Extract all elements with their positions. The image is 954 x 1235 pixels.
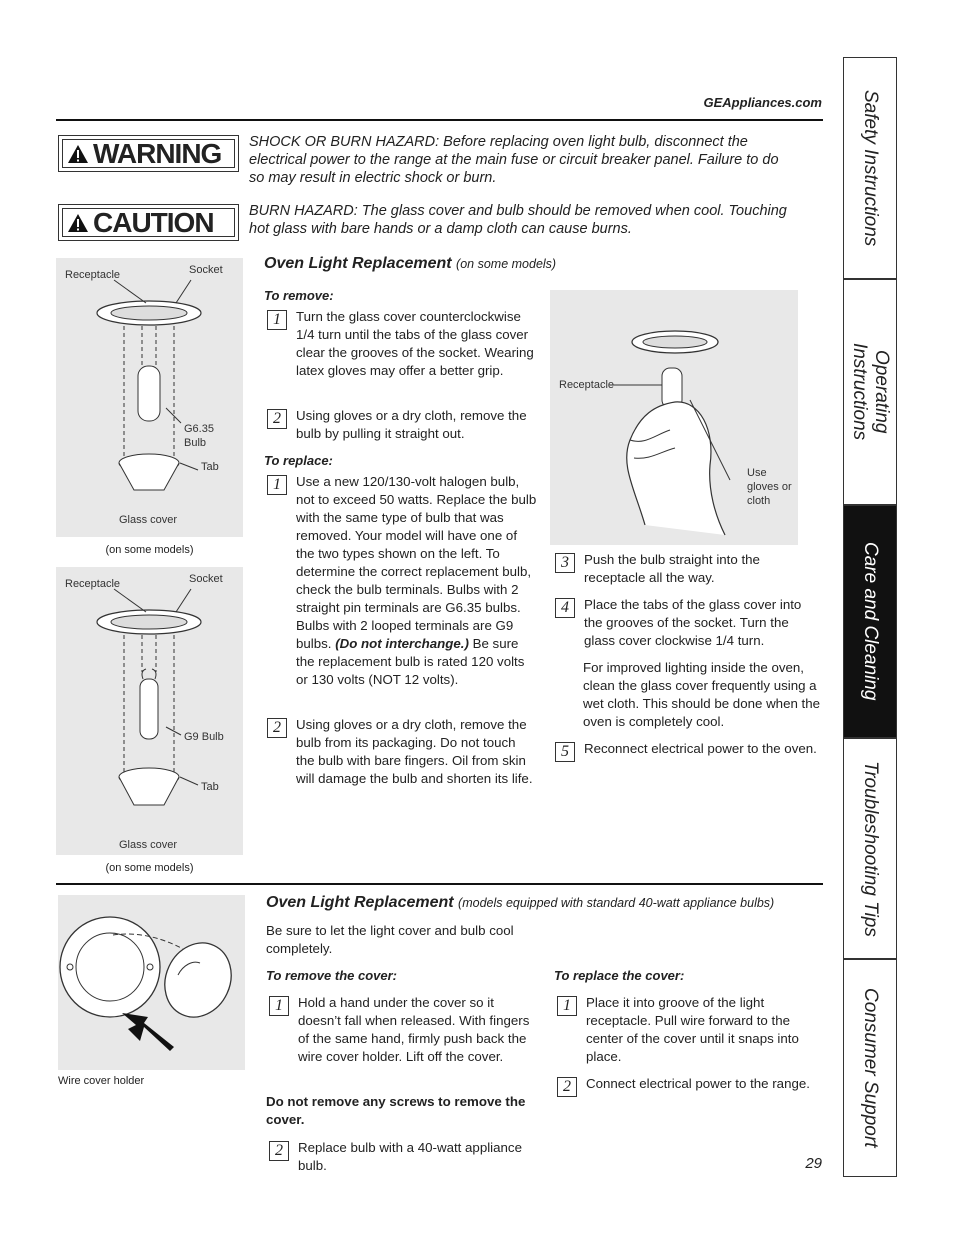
step-number: 2 (267, 718, 287, 738)
step-text: Using gloves or a dry cloth, remove the bulb from its packaging. Do not touch the bulb with bare fingers. Oil from skin will damage the bulb and shorten its life. (296, 717, 533, 786)
warning-box (58, 135, 239, 172)
replace-cover-heading: To replace the cover: (554, 968, 685, 983)
step-number: 1 (269, 996, 289, 1016)
tab-label: Operating Instructions (849, 343, 892, 441)
remove-cover-heading: To remove the cover: (266, 968, 398, 983)
replace-step-3 (555, 551, 820, 587)
caution-text: BURN HAZARD: The glass cover and bulb should be removed when cool. Touching hot glass with bare hands or a damp cloth can cause burns. (249, 203, 787, 237)
step-text: Place it into groove of the light receptacle. Pull wire forward to the center of the cover until it snaps into place. (586, 995, 799, 1064)
wire-cover-diagram (58, 895, 245, 1070)
tab-safety-instructions[interactable] (843, 57, 897, 279)
receptacle-label: Receptacle (65, 269, 121, 281)
replace-step-1 (267, 473, 537, 689)
tab-label: Care and Cleaning (860, 542, 881, 701)
caution-label: CAUTION (93, 206, 214, 238)
bulb-label: G6.35 Bulb (184, 423, 214, 449)
step-number: 5 (555, 742, 575, 762)
page-number: 29 (805, 1155, 822, 1172)
step-text: Replace bulb with a 40-watt appliance bulb. (298, 1140, 522, 1173)
cleaning-tip: For improved lighting inside the oven, clean the glass cover frequently using a wet cloth. This should be done when the oven is completely cool. (583, 660, 821, 729)
warning-text: SHOCK OR BURN HAZARD: Before replacing oven light bulb, disconnect the electrical power to the range at the main fuse or circuit breaker panel. Failure to do so may result in electric shock or burn. (249, 134, 779, 186)
step-text: Push the bulb straight into the receptacle all the way. (584, 552, 760, 585)
step-number: 4 (555, 598, 575, 618)
step-text: Place the tabs of the glass cover into the grooves of the socket. Turn the glass cover clockwise 1/4 turn. (584, 597, 802, 648)
glass-cover-label: Glass cover (119, 514, 178, 526)
tab-troubleshooting-tips[interactable] (843, 738, 897, 959)
screws-warning: Do not remove any screws to remove the cover. (266, 1094, 526, 1127)
fig2-note: (on some models) (105, 862, 194, 874)
socket-label: Socket (189, 573, 223, 585)
replace-cover-step-2 (557, 1075, 825, 1097)
hand-bulb-diagram (550, 290, 798, 545)
remove-cover-step-2 (269, 1139, 539, 1175)
section2-title: Oven Light Replacement (266, 894, 454, 911)
replace-step-4 (555, 596, 820, 650)
section2-intro: Be sure to let the light cover and bulb cool completely. (266, 923, 514, 956)
bulb-diagram-g635 (56, 258, 243, 537)
fig1-note: (on some models) (105, 544, 194, 556)
tab-label: Troubleshooting Tips (860, 760, 881, 937)
section2-heading (266, 894, 774, 912)
light-cover-illustration (58, 895, 245, 1070)
bulb-illustration (56, 567, 243, 855)
bulb-diagram-g9 (56, 567, 243, 855)
wire-cover-caption: Wire cover holder (58, 1075, 145, 1087)
step-number: 2 (267, 409, 287, 429)
tab-operating-instructions[interactable] (843, 279, 897, 505)
remove-heading: To remove: (264, 288, 334, 303)
step-number: 1 (267, 475, 287, 495)
step-text: Hold a hand under the cover so it doesn’t fall when released. With fingers of the same hand, firmly push back the wire cover holder. Lift off the cover. (298, 995, 530, 1064)
warning-label: WARNING (93, 137, 222, 169)
warning-triangle-icon (67, 144, 89, 164)
step-text-a: Use a new 120/130-volt halogen bulb, not to exceed 50 watts. Replace the bulb with the same type of bulb that was removed. Your model will have one of the two types shown on the left. To determine the correct replacement bulb, check the bulb terminals. Bulbs with 2 straight pin terminals are G6.35 bulbs. Bulbs with 2 looped terminals are G9 bulbs. (296, 474, 537, 651)
tab-label: Tab (201, 461, 219, 473)
step-text-bold: (Do not interchange.) (335, 636, 469, 651)
step-number: 1 (557, 996, 577, 1016)
receptacle-label: Receptacle (559, 379, 615, 391)
replace-step-2 (267, 716, 537, 788)
header-rule (56, 119, 823, 121)
tab-consumer-support[interactable] (843, 959, 897, 1177)
step-number: 2 (269, 1141, 289, 1161)
section-divider (56, 883, 823, 885)
bulb-label: G9 Bulb (184, 731, 224, 743)
tab-care-and-cleaning[interactable] (843, 505, 897, 738)
step-text: Turn the glass cover counterclockwise 1/4 turn until the tabs of the glass cover clear the grooves of the socket. Wearing latex gloves may offer a better grip. (296, 309, 534, 378)
step-text-b: Be sure the replacement bulb is rated 120 volts or 130 volts (NOT 12 volts). (296, 636, 525, 687)
tab-label: Tab (201, 781, 219, 793)
step-number: 1 (267, 310, 287, 330)
socket-label: Socket (189, 264, 223, 276)
tab-label: Consumer Support (860, 988, 881, 1148)
remove-cover-step-1 (269, 994, 539, 1066)
bulb-illustration (56, 258, 243, 537)
replace-cover-step-1 (557, 994, 825, 1066)
section1-heading (264, 255, 556, 273)
glass-cover-label: Glass cover (119, 839, 178, 851)
replace-step-5 (555, 740, 820, 762)
section1-subtitle: (on some models) (456, 257, 557, 271)
replace-heading: To replace: (264, 453, 333, 468)
caution-box (58, 204, 239, 241)
step-text: Using gloves or a dry cloth, remove the bulb by pulling it straight out. (296, 408, 527, 441)
warning-triangle-icon (67, 213, 89, 233)
section2-subtitle: (models equipped with standard 40-watt appliance bulbs) (458, 896, 775, 910)
gloves-label: Use gloves or cloth (747, 467, 792, 507)
step-number: 3 (555, 553, 575, 573)
step-text: Reconnect electrical power to the oven. (584, 741, 817, 756)
remove-step-2 (267, 407, 537, 443)
section1-title: Oven Light Replacement (264, 255, 452, 272)
remove-step-1 (267, 308, 537, 380)
site-url: GEAppliances.com (703, 95, 822, 110)
receptacle-label: Receptacle (65, 578, 121, 590)
tab-label: Safety Instructions (860, 89, 881, 247)
step-text: Connect electrical power to the range. (586, 1076, 810, 1091)
step-text (296, 473, 537, 689)
step-number: 2 (557, 1077, 577, 1097)
